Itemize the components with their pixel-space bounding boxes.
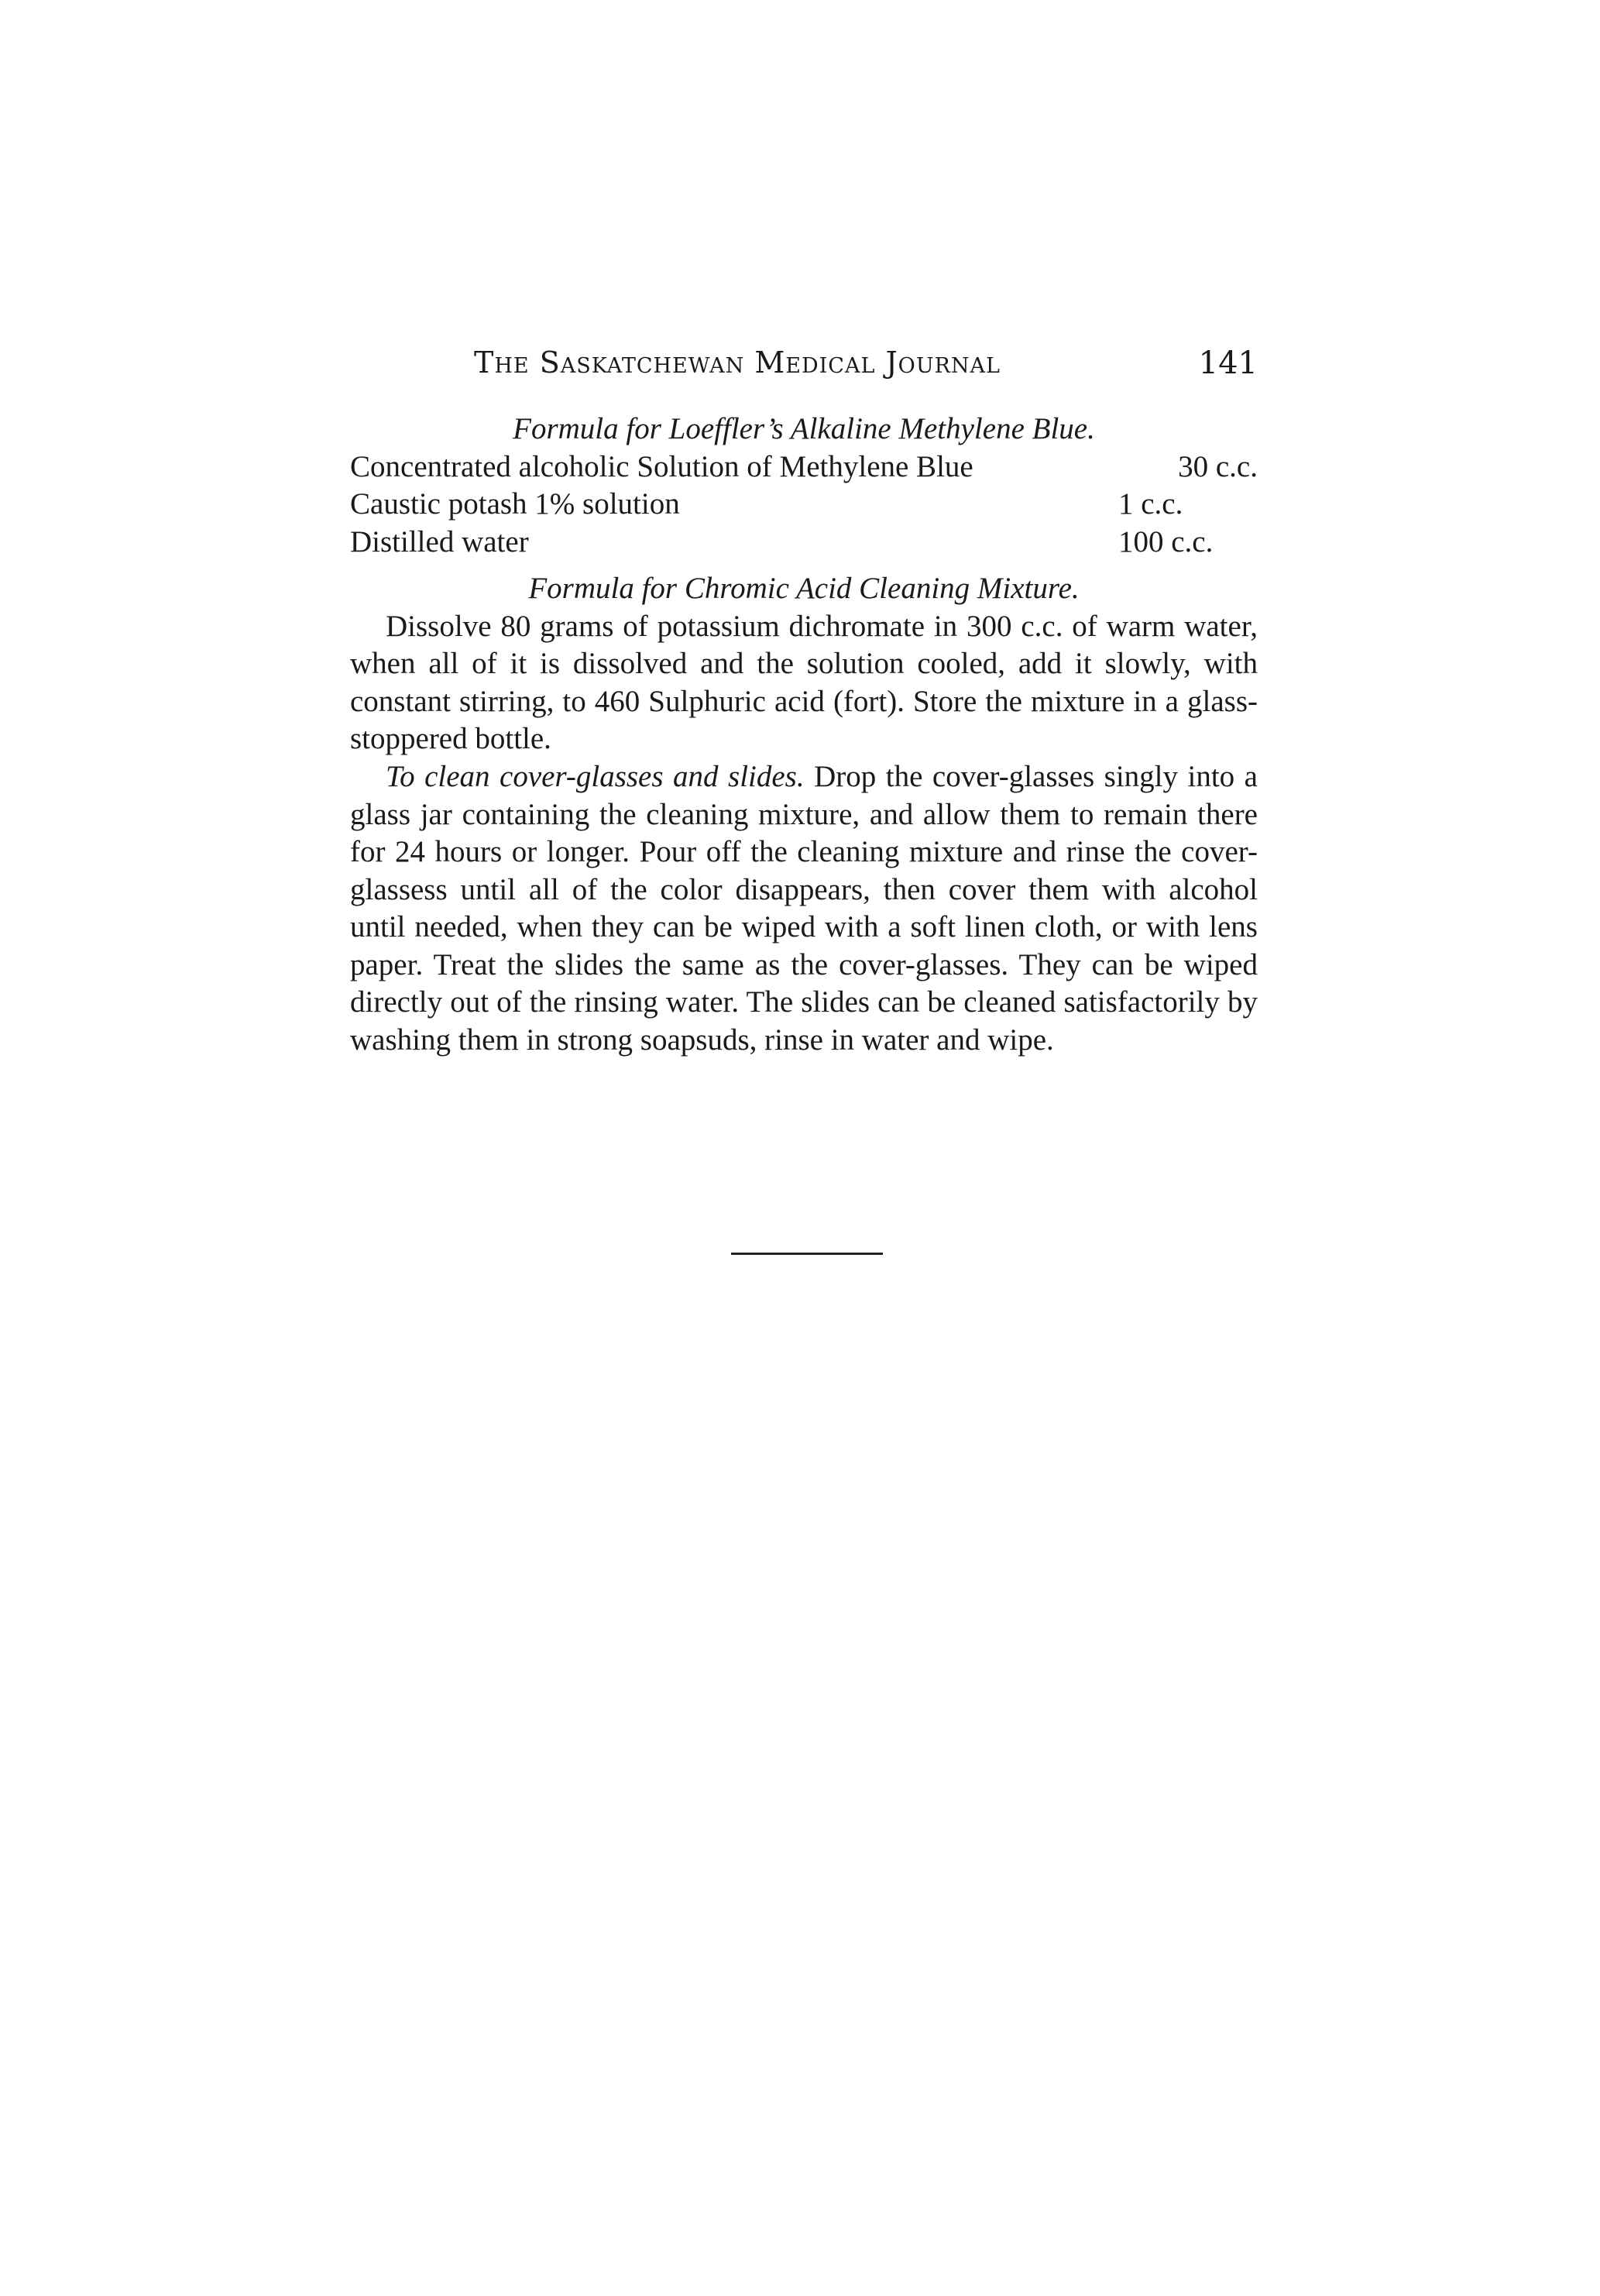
recipe-row xyxy=(350,449,1258,486)
running-header xyxy=(350,345,1258,387)
recipe-row xyxy=(350,486,1258,524)
cleaning-paragraph xyxy=(350,758,1258,1059)
recipe-ingredient: Distilled water xyxy=(350,524,529,559)
loeffler-formula xyxy=(350,411,1258,561)
journal-title: The Saskatchewan Medical Journal xyxy=(474,345,1001,380)
section-divider-rule xyxy=(731,1253,883,1255)
cleaning-instructions xyxy=(350,758,1258,1059)
recipe-ingredient: Concentrated alcoholic Solution of Methylene Blue xyxy=(350,449,973,483)
loeffler-caption: Formula for Loeffler’s Alkaline Methylene Blue. xyxy=(513,412,1095,445)
chromic-acid-paragraph: Dissolve 80 grams of potassium dichromate in 300 c.c. of warm water, when all of it is dissolved and the solution cooled, add it slowly, with constant stirring, to 460 Sulphuric acid (fort). Store the mixture in a glass-stoppered bottle. xyxy=(350,609,1258,755)
chromic-acid-caption: Formula for Chromic Acid Cleaning Mixture. xyxy=(528,572,1080,605)
recipe-quantity: 1 c.c. xyxy=(1118,487,1183,521)
cleaning-body: Drop the cover-glasses singly into a glass jar containing the cleaning mixture, and allow them to remain there for 24 hours or longer. Pour off the cleaning mixture and rinse the cover-glassess until all of the color disappears, then cover them with alcohol until needed, when they can be wiped with a soft linen cloth, or with lens paper. Treat the slides the same as the cover-glasses. They can be wiped directly out of the rinsing water. The slides can be cleaned satisfactorily by washing them in strong soapsuds, rinse in water and wipe. xyxy=(350,760,1258,1057)
recipe-row xyxy=(350,524,1258,562)
chromic-acid-formula xyxy=(350,570,1258,758)
recipe-ingredient: Caustic potash 1% solution xyxy=(350,487,680,521)
recipe-quantity: 30 c.c. xyxy=(1178,449,1258,483)
page-number: 141 xyxy=(1198,345,1258,381)
cleaning-lead: To clean cover-glasses and slides. xyxy=(386,760,805,793)
recipe-quantity: 100 c.c. xyxy=(1118,524,1214,559)
